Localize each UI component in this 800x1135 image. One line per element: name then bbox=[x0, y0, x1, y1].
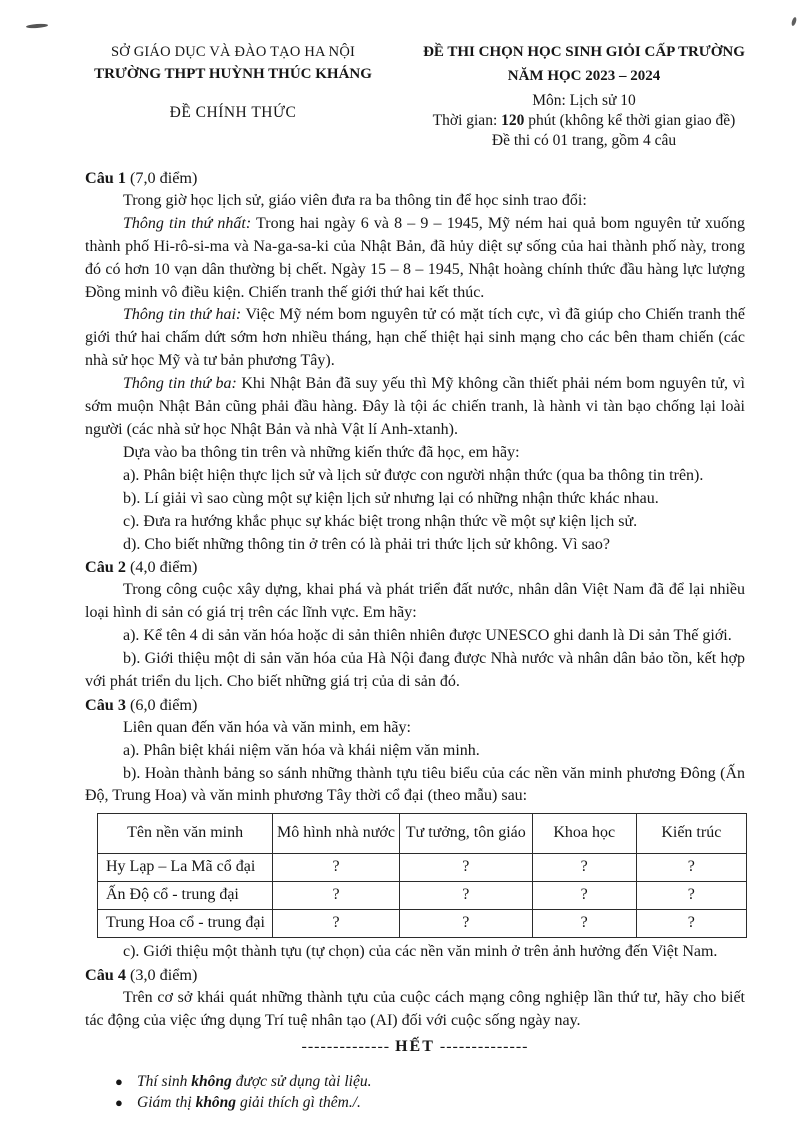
school-year: NĂM HỌC 2023 – 2024 bbox=[507, 68, 661, 84]
question-4-heading bbox=[85, 964, 745, 987]
question-1-info-2 bbox=[85, 304, 745, 373]
table-cell: ? bbox=[399, 910, 532, 938]
exam-note bbox=[85, 1071, 745, 1093]
end-label: HẾT bbox=[395, 1037, 435, 1055]
table-cell: ? bbox=[636, 854, 746, 882]
exam-body bbox=[0, 150, 800, 1114]
note-bold: không bbox=[195, 1094, 237, 1112]
info-1-lead: Thông tin thứ nhất: bbox=[123, 214, 252, 232]
question-3-item-a: a). Phân biệt khái niệm văn hóa và khái niệm văn minh. bbox=[123, 741, 480, 759]
question-1-info-1 bbox=[85, 213, 745, 305]
issuer-block bbox=[68, 44, 398, 150]
question-3-number: Câu 3 bbox=[85, 695, 126, 714]
question-3-heading bbox=[85, 694, 745, 717]
table-row bbox=[98, 854, 747, 882]
question-3-item-b: b). Hoàn thành bảng so sánh những thành tựu tiêu biểu của các nền văn minh phương Đông (Ấn Độ, Trung Hoa) và văn minh phương Tây thời cổ đại (theo mẫu) sau: bbox=[85, 764, 745, 805]
question-1-item-c: c). Đưa ra hướng khắc phục sự khác biệt trong nhận thức về một sự kiện lịch sử. bbox=[123, 512, 638, 530]
table-header-cell: Mô hình nhà nước bbox=[273, 814, 400, 854]
table-cell: Hy Lạp – La Mã cổ đại bbox=[98, 854, 273, 882]
table-cell: ? bbox=[273, 854, 400, 882]
question-1-info-3 bbox=[85, 373, 745, 442]
table-cell: ? bbox=[399, 882, 532, 910]
note-post: giải thích gì thêm./. bbox=[236, 1094, 361, 1112]
question-1-item-a: a). Phân biệt hiện thực lịch sử và lịch sử được con người nhận thức (qua ba thông tin trên). bbox=[123, 466, 704, 484]
question-4-intro: Trên cơ sở khái quát những thành tựu của cuộc cách mạng công nghiệp lần thứ tư, hãy cho biết tác động của việc ứng dụng Trí tuệ nhân tạo (AI) đối với cuộc sống ngày nay. bbox=[85, 988, 745, 1029]
table-row bbox=[98, 910, 747, 938]
exam-note bbox=[85, 1092, 745, 1114]
table-row bbox=[98, 882, 747, 910]
end-dashes-right: -------------- bbox=[439, 1037, 529, 1055]
question-2-intro: Trong công cuộc xây dựng, khai phá và phát triển đất nước, nhân dân Việt Nam đã để lại nhiều loại hình di sản có giá trị trên các lĩnh vực. Em hãy: bbox=[85, 581, 745, 622]
note-pre: Thí sinh bbox=[137, 1072, 192, 1090]
exam-title-block bbox=[398, 44, 770, 150]
table-cell: ? bbox=[636, 910, 746, 938]
duration-line bbox=[398, 112, 770, 130]
note-pre: Giám thị bbox=[137, 1094, 196, 1112]
question-2-points: (4,0 điểm) bbox=[125, 558, 198, 577]
note-post: được sử dụng tài liệu. bbox=[231, 1072, 372, 1090]
table-cell: Ấn Độ cổ - trung đại bbox=[98, 882, 273, 910]
table-cell: Trung Hoa cổ - trung đại bbox=[98, 910, 273, 938]
table-cell: ? bbox=[273, 882, 400, 910]
info-1-text: Trong hai ngày 6 và 8 – 9 – 1945, Mỹ ném hai quả bom nguyên tử xuống thành phố Hi-rô-si-ma và Na-ga-sa-ki của Nhật Bản, đã hủy diệt sự sống của hai thành phố này, trong đó có hơn 10 vạn dân thường bị chết. Ngày 15 – 8 – 1945, Nhật hoàng chính thức đầu hàng lực lượng Đồng minh vô điều kiện. Chiến tranh thế giới thứ hai kết thúc. bbox=[85, 214, 745, 301]
question-1-intro: Trong giờ học lịch sử, giáo viên đưa ra ba thông tin để học sinh trao đổi: bbox=[123, 191, 587, 209]
question-1-task: Dựa vào ba thông tin trên và những kiến thức đã học, em hãy: bbox=[123, 443, 520, 461]
table-header-cell: Kiến trúc bbox=[636, 814, 746, 854]
question-3-intro: Liên quan đến văn hóa và văn minh, em hãy: bbox=[123, 718, 411, 736]
end-dashes-left: -------------- bbox=[301, 1037, 391, 1055]
duration-value: 120 bbox=[501, 112, 525, 129]
department-name: SỞ GIÁO DỤC VÀ ĐÀO TẠO HA NỘI bbox=[110, 44, 356, 60]
page-count-line: Đề thi có 01 trang, gồm 4 câu bbox=[491, 132, 677, 149]
school-name: TRƯỜNG THPT HUỲNH THÚC KHÁNG bbox=[94, 66, 372, 82]
duration-prefix: Thời gian: bbox=[432, 112, 502, 129]
question-1-heading bbox=[85, 167, 745, 190]
exam-header bbox=[0, 0, 800, 150]
table-header-cell: Tư tưởng, tôn giáo bbox=[399, 814, 532, 854]
table-cell: ? bbox=[399, 854, 532, 882]
table-header-cell: Tên nền văn minh bbox=[98, 814, 273, 854]
question-1-number: Câu 1 bbox=[85, 169, 126, 187]
question-2-number: Câu 2 bbox=[85, 558, 126, 577]
question-1-item-d: d). Cho biết những thông tin ở trên có là phải tri thức lịch sử không. Vì sao? bbox=[123, 535, 610, 553]
table-cell: ? bbox=[532, 854, 636, 882]
end-marker bbox=[85, 1036, 745, 1059]
note-text bbox=[137, 1071, 371, 1093]
note-text bbox=[137, 1092, 361, 1114]
bullet-icon: ● bbox=[115, 1073, 123, 1089]
question-3-points: (6,0 điểm) bbox=[125, 695, 198, 714]
table-header-cell: Khoa học bbox=[532, 814, 636, 854]
table-header-row bbox=[98, 814, 747, 854]
question-1-item-b: b). Lí giải vì sao cùng một sự kiện lịch sử nhưng lại có những nhận thức khác nhau. bbox=[123, 489, 659, 507]
info-2-lead: Thông tin thứ hai: bbox=[123, 306, 242, 324]
question-3-item-c: c). Giới thiệu một thành tựu (tự chọn) của các nền văn minh ở trên ảnh hưởng đến Việt Nam. bbox=[123, 943, 718, 960]
civilization-comparison-table bbox=[97, 813, 747, 938]
question-1-points: (7,0 điểm) bbox=[125, 169, 198, 187]
bullet-icon: ● bbox=[115, 1095, 123, 1111]
duration-suffix: phút (không kể thời gian giao đề) bbox=[524, 112, 736, 129]
question-2-heading bbox=[85, 556, 745, 579]
official-exam-label: ĐỀ CHÍNH THỨC bbox=[169, 104, 297, 121]
table-cell: ? bbox=[273, 910, 400, 938]
info-3-text: Khi Nhật Bản đã suy yếu thì Mỹ không cần thiết phải ném bom nguyên tử, vì sớm muộn Nhật Bản cũng phải đầu hàng. Đây là tội ác chiến tranh, là hành vi tàn bạo chống lại loài người (các nhà sử học Nhật Bản và nhà Vật lí Anh-xtanh). bbox=[85, 375, 745, 438]
question-2-item-b: b). Giới thiệu một di sản văn hóa của Hà Nội đang được Nhà nước và nhân dân bảo tồn, kết hợp với phát triển du lịch. Cho biết những giá trị của di sản đó. bbox=[85, 650, 745, 690]
table-cell: ? bbox=[532, 882, 636, 910]
table-cell: ? bbox=[636, 882, 746, 910]
question-4-points: (3,0 điểm) bbox=[125, 965, 198, 984]
table-cell: ? bbox=[532, 910, 636, 938]
note-bold: không bbox=[191, 1072, 232, 1090]
exam-title: ĐỀ THI CHỌN HỌC SINH GIỎI CẤP TRƯỜNG bbox=[423, 44, 745, 60]
question-4-number: Câu 4 bbox=[85, 965, 126, 984]
info-2-text: Việc Mỹ ném bom nguyên tử có mặt tích cực, vì đã giúp cho Chiến tranh thế giới thứ hai chấm dứt sớm hơn nhiều tháng, hạn chế thiệt hại sinh mạng cho các bên tham chiến (các nhà sử học Mỹ và tư bản phương Tây). bbox=[85, 306, 745, 370]
subject-line: Môn: Lịch sử 10 bbox=[532, 92, 636, 109]
exam-notes bbox=[85, 1071, 745, 1114]
question-2-item-a: a). Kể tên 4 di sản văn hóa hoặc di sản thiên nhiên được UNESCO ghi danh là Di sản Thế giới. bbox=[123, 627, 732, 645]
info-3-lead: Thông tin thứ ba: bbox=[123, 375, 237, 393]
